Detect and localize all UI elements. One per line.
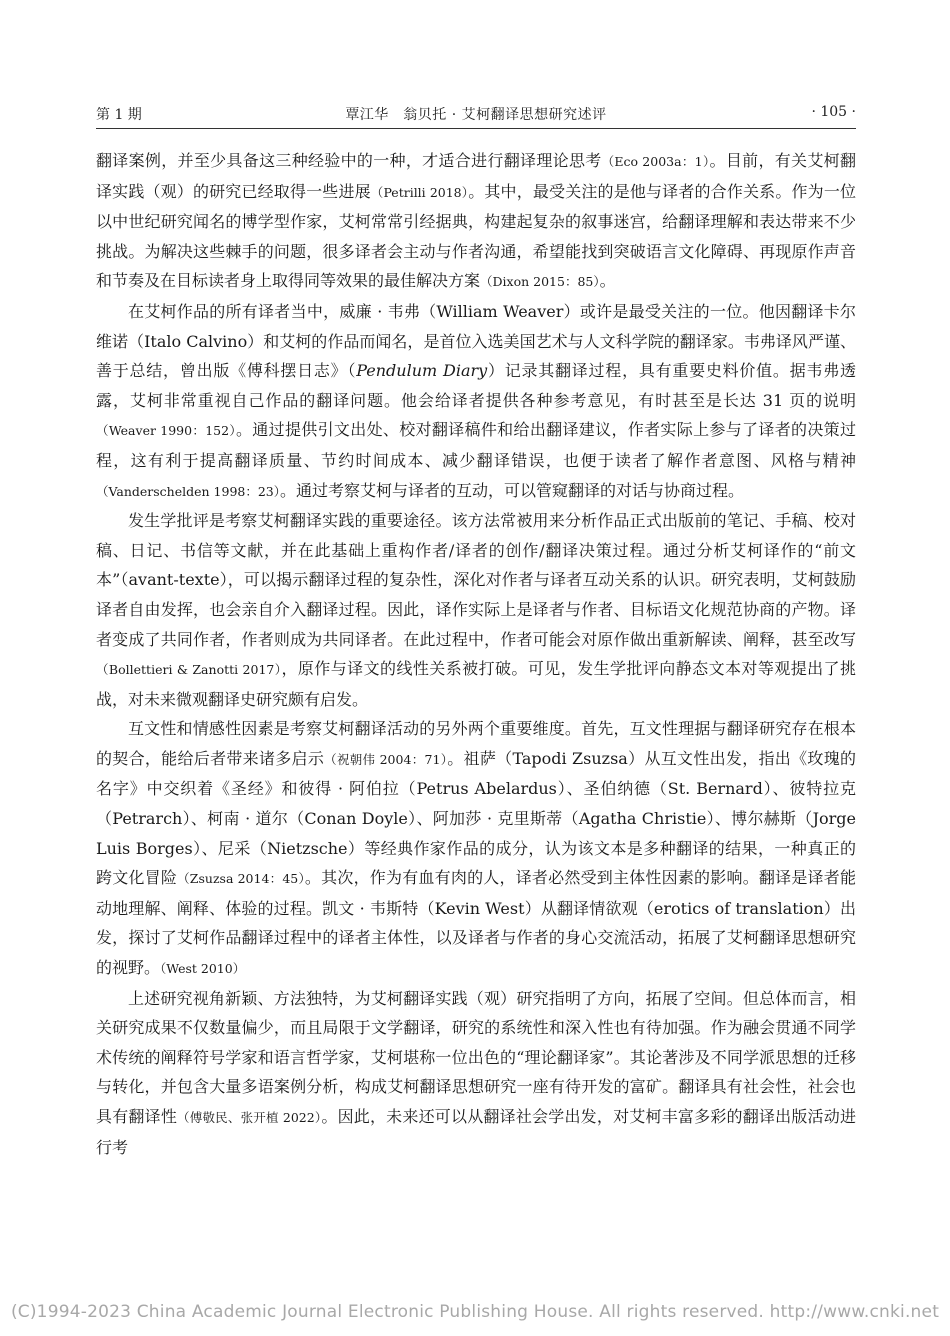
text-run: 在艾柯作品的所有译者当中，威廉 · 韦弗（William Weaver）或许是最受关注的一位。他因翻译卡尔维诺（Italo Calvino）和艾柯的作品而闻名，是首位入选美国艺术与人文科学院的翻译家。韦弗译风严谨、善于总结，曾出版《傅科摆日志》（ [96, 301, 856, 381]
text-run: 。 [599, 271, 616, 291]
text-run: 。祖萨（Tapodi Zsuzsa）从互文性出发，指出《玫瑰的名字》中交织着《圣经》和彼得 · 阿伯拉（Petrus Abelardus）、圣伯纳德（St. Bernard）、彼特拉克（Petrarch）、柯南 · 道尔（Conan Doyle）、阿加莎 · 克里斯蒂（Agatha Christie）、博尔赫斯（Jorge Luis Borges）、尼采（Nietzsche）等经典作家作品的成分，认为该文本是多种翻译的结果，一种真正的跨文化冒险 [96, 748, 856, 888]
citation: （傅敬民、张开植 2022） [177, 1110, 322, 1125]
text-run: 。其次，作为有血有肉的人，译者必然受到主体性因素的影响。翻译是译者能动地理解、阐释、体验的过程。凯文 · 韦斯特（Kevin West）从翻译情欲观（erotics of translation）出发，探讨了艾柯作品翻译过程中的译者主体性，以及译者与作者的身心交流活动，拓展了艾柯翻译思想研究的视野。 [96, 868, 856, 978]
text-run: 互文性和情感性因素是考察艾柯翻译活动的另外两个重要维度。首先，互文性理据与翻译研究存在根本的契合，能给后者带来诸多启示 [96, 719, 856, 768]
paragraph [96, 146, 856, 297]
text-run: 翻译案例，并至少具备这三种经验中的一种，才适合进行翻译理论思考 [96, 151, 602, 170]
citation: （Bollettieri & Zanotti 2017） [96, 662, 282, 678]
text-run: 上述研究视角新颖、方法独特，为艾柯翻译实践（观）研究指明了方向，拓展了空间。但总体而言，相关研究成果不仅数量偏少，而且局限于文学翻译，研究的系统性和深入性也有待加强。作为融会贯通不同学术传统的阐释符号学家和语言哲学家，艾柯堪称一位出色的“理论翻译家”。其论著涉及不同学派思想的迁移与转化，并包含大量多语案例分析，构成艾柯翻译思想研究一座有待开发的富矿。翻译具有社会性，社会也具有翻译性 [96, 988, 856, 1126]
text-run: 发生学批评是考察艾柯翻译实践的重要途径。该方法常被用来分析作品正式出版前的笔记、手稿、校对稿、日记、书信等文献，并在此基础上重构作者/译者的创作/翻译决策过程。通过分析艾柯译作的“前文本”（avant-texte），可以揭示翻译过程的复杂性，深化对作者与译者互动关系的认识。研究表明，艾柯鼓励译者自由发挥，也会亲自介入翻译过程。因此，译作实际上是译者与作者、目标语文化规范协商的产物。译者变成了共同作者，作者则成为共同译者。在此过程中，作者可能会对原作做出重新解读、阐释，甚至改写 [96, 511, 856, 649]
article-body [96, 146, 856, 1162]
citation: （Weaver 1990：152） [96, 423, 236, 439]
text-run: 。目前，有关艾柯翻译实践（观）的研究已经取得一些进展 [96, 151, 856, 201]
citation: （Zsuzsa 2014：45） [177, 871, 305, 887]
page-number: · 105 · [811, 104, 856, 120]
paragraph [96, 506, 856, 714]
paragraph [96, 984, 856, 1163]
text-run: ）记录其翻译过程，具有重要史料价值。据韦弗透露，艾柯非常重视自己作品的翻译问题。他会给译者提供各种参考意见，有时甚至是长达 31 页的说明 [96, 361, 856, 410]
header-rule [96, 128, 856, 129]
citation: （祝朝伟 2004：71） [324, 751, 448, 767]
text-run: 。通过提供引文出处、校对翻译稿件和给出翻译建议，作者实际上参与了译者的决策过程，这有利于提高翻译质量、节约时间成本、减少翻译错误，也便于读者了解作者意图、风格与精神 [96, 420, 856, 470]
issue-number: 第 1 期 [96, 107, 142, 123]
running-header [96, 104, 856, 130]
citation: （West 2010） [160, 961, 246, 977]
citation: （Dixon 2015：85） [480, 274, 600, 290]
text-run: 。其中，最受关注的是他与译者的合作关系。作为一位以中世纪研究闻名的博学型作家，艾柯常常引经据典，构建起复杂的叙事迷宫，给翻译理解和表达带来不少挑战。为解决这些棘手的问题，很多译者会主动与作者沟通，希望能找到突破语言文化障碍、再现原作声音和节奏及在目标读者身上取得同等效果的最佳解决方案 [96, 181, 856, 291]
running-title: 覃江华 翁贝托 · 艾柯翻译思想研究述评 [345, 107, 607, 123]
citation: （Vanderschelden 1998：23） [96, 483, 281, 499]
citation: （Eco 2003a：1） [601, 154, 710, 169]
text-run: 。因此，未来还可以从翻译社会学出发，对艾柯丰富多彩的翻译出版活动进行考 [96, 1107, 856, 1157]
text-run: ，原作与译文的线性关系被打破。可见，发生学批评向静态文本对等观提出了挑战，对未来微观翻译史研究颇有启发。 [96, 659, 856, 709]
paragraph [96, 714, 856, 983]
text-run: 。通过考察艾柯与译者的互动，可以管窥翻译的对话与协商过程。 [280, 480, 745, 500]
book-title-italic: Pendulum Diary [356, 361, 488, 381]
copyright-footer: (C)1994-2023 China Academic Journal Electronic Publishing House. All rights reserved. http://www.cnki.net [10, 1302, 940, 1322]
citation: （Petrilli 2018） [370, 184, 469, 200]
paragraph [96, 297, 856, 506]
